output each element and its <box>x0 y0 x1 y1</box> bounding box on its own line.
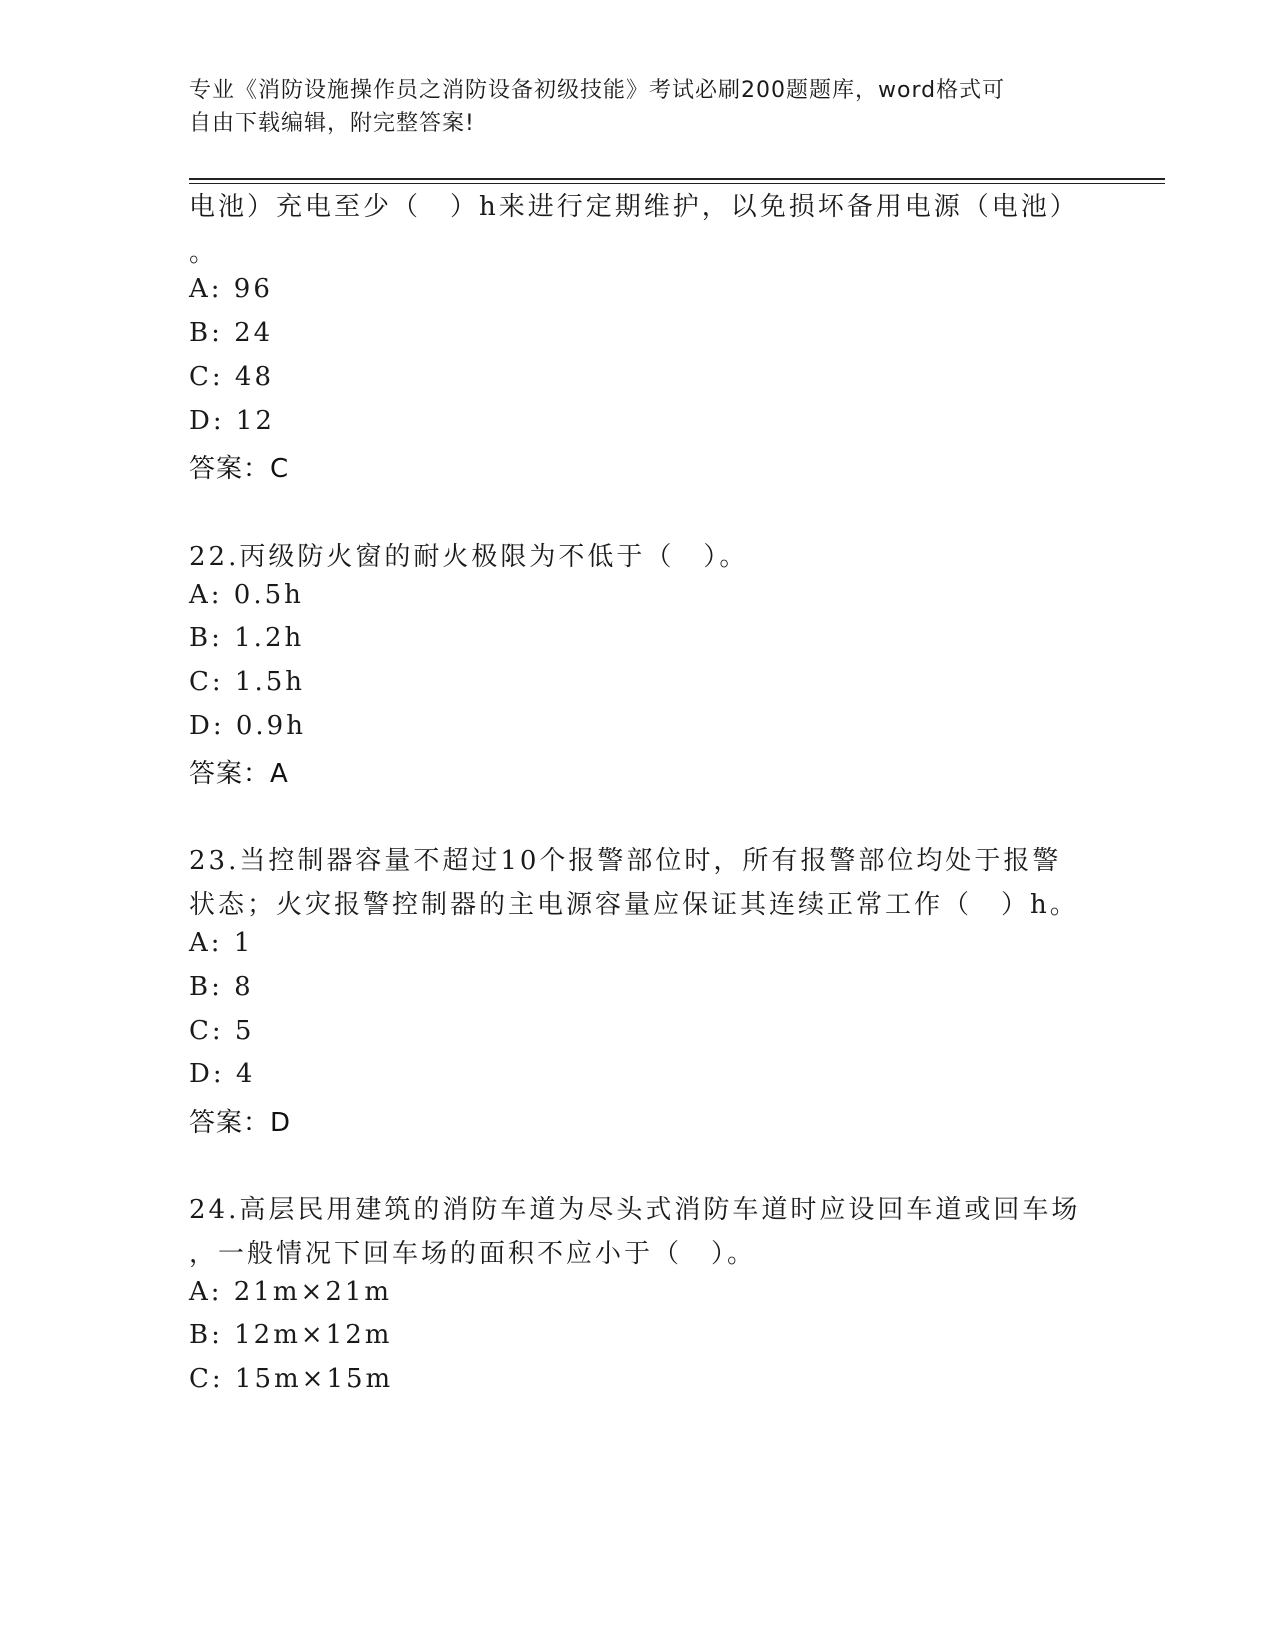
question-stem-line: 状态；火灾报警控制器的主电源容量应保证其连续正常工作（ ）h。 <box>189 890 1079 920</box>
answer-label: 答案：D <box>189 1108 292 1138</box>
question-stem-line: 电池）充电至少（ ）h来进行定期维护，以免损坏备用电源（电池） <box>189 192 1079 222</box>
question-stem-line: 23.当控制器容量不超过10个报警部位时，所有报警部位均处于报警 <box>189 846 1062 876</box>
option-d: D: 0.9h <box>189 711 306 741</box>
option-c: C: 48 <box>189 362 275 392</box>
option-b: B: 12m×12m <box>189 1320 393 1350</box>
option-d: D: 12 <box>189 406 275 436</box>
option-b: B: 8 <box>189 972 254 1002</box>
option-a: A: 1 <box>189 928 254 958</box>
option-d: D: 4 <box>189 1059 256 1089</box>
option-a: A: 21m×21m <box>189 1277 393 1307</box>
document-header <box>189 74 1069 140</box>
option-b: B: 24 <box>189 318 274 348</box>
option-c: C: 5 <box>189 1016 255 1046</box>
option-a: A: 96 <box>189 274 273 304</box>
option-c: C: 1.5h <box>189 667 306 697</box>
header-divider-thin <box>189 183 1165 184</box>
question-stem-line: 24.高层民用建筑的消防车道为尽头式消防车道时应设回车道或回车场 <box>189 1195 1081 1225</box>
option-a: A: 0.5h <box>189 580 304 610</box>
question-stem-line: ，一般情况下回车场的面积不应小于（ ）。 <box>189 1239 757 1269</box>
answer-label: 答案：C <box>189 454 290 484</box>
question-stem-line: 。 <box>189 238 219 268</box>
option-c: C: 15m×15m <box>189 1364 394 1394</box>
header-line-2: 自由下载编辑，附完整答案! <box>189 111 475 136</box>
header-divider-thick <box>189 178 1165 180</box>
answer-label: 答案：A <box>189 759 289 789</box>
option-b: B: 1.2h <box>189 623 305 653</box>
question-stem-line: 22.丙级防火窗的耐火极限为不低于（ ）。 <box>189 542 749 572</box>
header-line-1: 专业《消防设施操作员之消防设备初级技能》考试必刷200题题库，word格式可 <box>189 78 1006 103</box>
